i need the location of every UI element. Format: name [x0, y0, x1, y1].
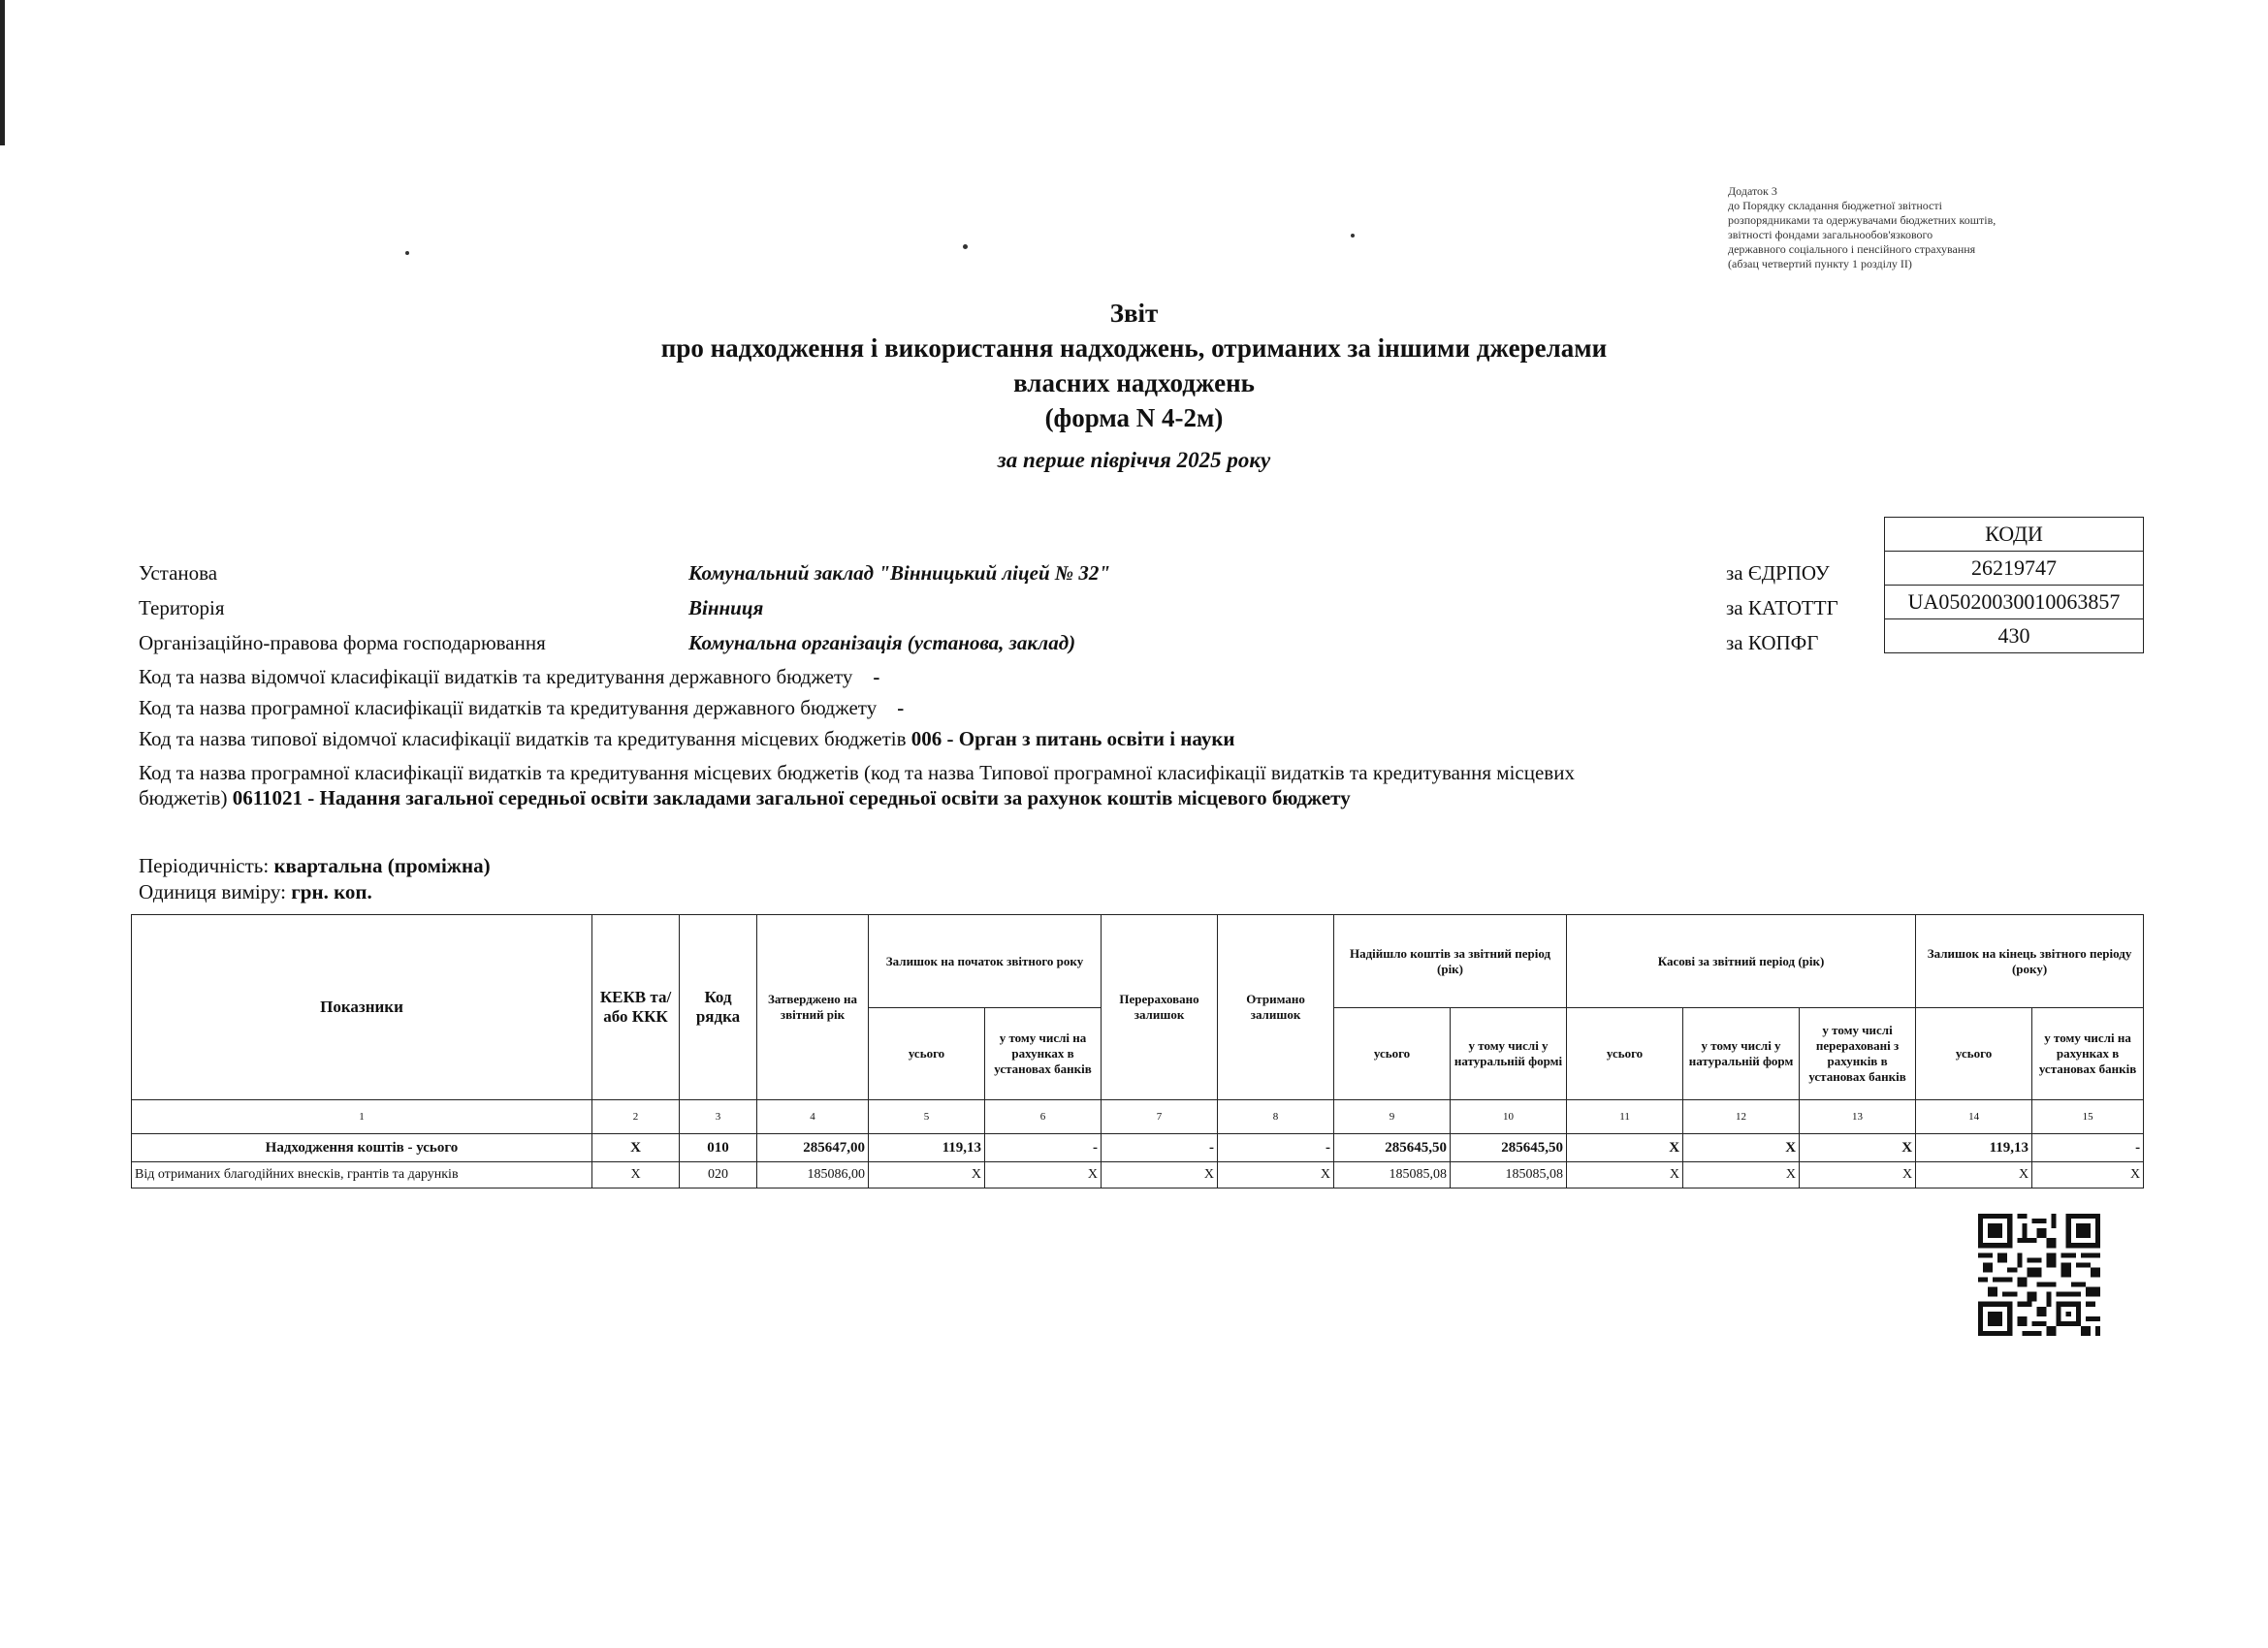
report-title: [0, 296, 2268, 476]
col-number: 11: [1567, 1100, 1683, 1134]
unit-line: [139, 879, 1700, 904]
col-number: 15: [2032, 1100, 2144, 1134]
title-line-2: про надходження і використання надходжень, отриманих за іншими джерелами: [660, 333, 1608, 363]
table-cell: -: [1218, 1134, 1334, 1162]
annex-line: державного соціального і пенсійного страхування: [1728, 242, 1976, 256]
annex-line: до Порядку складання бюджетної звітності: [1728, 199, 1942, 212]
col-approved: Затверджено на звітний рік: [757, 915, 869, 1100]
edrpou-code: 26219747: [1885, 552, 2144, 586]
org-form-row: [139, 631, 1690, 658]
annex-line: Додаток 3: [1728, 184, 1777, 198]
local-label: Код та назва програмної класифікації видатків та кредитування місцевих бюджетів (код та назва Типової програмної класифікації видатків та кредитування місцевих бюджетів): [139, 761, 1575, 809]
column-number-row: [132, 1100, 2144, 1134]
table-cell: Х: [1567, 1162, 1683, 1188]
territory-label: Територія: [139, 596, 225, 619]
table-cell: Х: [1683, 1134, 1800, 1162]
report-table: [131, 914, 2144, 1188]
col-cash-in-kind: у тому числі у натуральній форм: [1683, 1008, 1800, 1100]
col-cash-total: усього: [1567, 1008, 1683, 1100]
unit-label: Одиниця виміру:: [139, 880, 286, 903]
org-form-label: Організаційно-правова форма господарювання: [139, 631, 546, 654]
scan-edge-mark: [0, 0, 5, 145]
org-form-value: Комунальна організація (установа, заклад): [688, 631, 1076, 654]
qr-code-icon: [1978, 1214, 2100, 1336]
table-cell: -: [1102, 1134, 1218, 1162]
katottg-label: за КАТОТТГ: [1726, 596, 1838, 619]
table-cell: 285645,50: [1334, 1134, 1451, 1162]
vedomch-value: -: [873, 665, 880, 688]
col-number: 4: [757, 1100, 869, 1134]
col-number: 5: [869, 1100, 985, 1134]
table-cell: 185086,00: [757, 1162, 869, 1188]
col-balance-start-total: усього: [869, 1008, 985, 1100]
col-balance-end-banks: у тому числі на рахунках в установах банків: [2032, 1008, 2144, 1100]
prog-value: -: [897, 696, 905, 719]
table-cell: Х: [1800, 1134, 1916, 1162]
table-cell: Х: [1683, 1162, 1800, 1188]
table-cell: Х: [592, 1134, 680, 1162]
typ-value: 006 - Орган з питань освіти і науки: [910, 727, 1235, 750]
periodicity-line: [139, 853, 1700, 878]
prog-line: [139, 695, 1700, 720]
scan-speck: [405, 251, 409, 255]
col-number: 8: [1218, 1100, 1334, 1134]
vedomch-line: [139, 664, 1700, 689]
col-cash: Касові за звітний період (рік): [1567, 915, 1916, 1008]
table-cell: Х: [1916, 1162, 2032, 1188]
col-number: 2: [592, 1100, 680, 1134]
col-number: 6: [985, 1100, 1102, 1134]
title-line-4: (форма N 4-2м): [1044, 403, 1224, 432]
table-cell: Х: [1102, 1162, 1218, 1188]
table-cell: 185085,08: [1334, 1162, 1451, 1188]
table-cell: 010: [680, 1134, 757, 1162]
unit-value: грн. коп.: [291, 880, 372, 903]
col-balance-start: Залишок на початок звітного року: [869, 915, 1102, 1008]
table-cell: 285645,50: [1451, 1134, 1567, 1162]
table-cell: Надходження коштів - усього: [132, 1134, 592, 1162]
col-number: 7: [1102, 1100, 1218, 1134]
local-value: 0611021 - Надання загальної середньої освіти закладами загальної середньої освіти за рахунок коштів місцевого бюджету: [232, 786, 1351, 809]
typ-line: [139, 726, 1700, 751]
table-cell: Х: [592, 1162, 680, 1188]
codes-header: КОДИ: [1885, 518, 2144, 552]
table-cell: -: [985, 1134, 1102, 1162]
table-cell: Х: [1218, 1162, 1334, 1188]
col-income-in-kind: у тому числі у натуральній формі: [1451, 1008, 1567, 1100]
edrpou-label: за ЄДРПОУ: [1726, 561, 1830, 585]
col-indicators: Показники: [132, 915, 592, 1100]
typ-label: Код та назва типової відомчої класифікації видатків та кредитування місцевих бюджетів: [139, 727, 907, 750]
scan-speck: [963, 244, 968, 249]
table-row: [132, 1134, 2144, 1162]
annex-line: розпорядниками та одержувачами бюджетних коштів,: [1728, 213, 1996, 227]
table-cell: -: [2032, 1134, 2144, 1162]
table-cell: Х: [1567, 1134, 1683, 1162]
col-balance-start-banks: у тому числі на рахунках в установах банків: [985, 1008, 1102, 1100]
col-number: 12: [1683, 1100, 1800, 1134]
table-cell: 119,13: [1916, 1134, 2032, 1162]
table-row: [132, 1162, 2144, 1188]
title-line-1: Звіт: [1109, 299, 1159, 328]
col-balance-end-total: усього: [1916, 1008, 2032, 1100]
katottg-code: UA05020030010063857: [1885, 586, 2144, 619]
prog-label: Код та назва програмної класифікації видатків та кредитування державного бюджету: [139, 696, 878, 719]
annex-line: (абзац четвертий пункту 1 розділу II): [1728, 257, 1912, 270]
col-income-total: усього: [1334, 1008, 1451, 1100]
institution-label: Установа: [139, 561, 218, 585]
col-received: Отримано залишок: [1218, 915, 1334, 1100]
table-cell: Х: [869, 1162, 985, 1188]
kopfg-label: за КОПФГ: [1726, 631, 1819, 654]
periodicity-value: квартальна (проміжна): [273, 854, 491, 877]
institution-value: Комунальний заклад "Вінницький ліцей № 32": [688, 561, 1111, 585]
table-cell: Х: [2032, 1162, 2144, 1188]
col-number: 13: [1800, 1100, 1916, 1134]
kopfg-code: 430: [1885, 619, 2144, 653]
title-line-3: власних надходжень: [1013, 368, 1255, 397]
col-kekv: КЕКВ та/або ККК: [592, 915, 680, 1100]
report-period: за перше півріччя 2025 року: [997, 448, 1271, 472]
vedomch-label: Код та назва відомчої класифікації видатків та кредитування державного бюджету: [139, 665, 853, 688]
table-cell: Х: [985, 1162, 1102, 1188]
table-cell: Х: [1800, 1162, 1916, 1188]
local-line: [139, 760, 1700, 810]
col-number: 14: [1916, 1100, 2032, 1134]
table-cell: 020: [680, 1162, 757, 1188]
table-cell: 119,13: [869, 1134, 985, 1162]
col-number: 1: [132, 1100, 592, 1134]
scan-speck: [1351, 234, 1355, 238]
table-cell: Від отриманих благодійних внесків, грантів та дарунків: [132, 1162, 592, 1188]
codes-table: [1884, 517, 2144, 653]
col-number: 3: [680, 1100, 757, 1134]
col-income: Надійшло коштів за звітний період (рік): [1334, 915, 1567, 1008]
territory-row: [139, 596, 1690, 623]
col-number: 10: [1451, 1100, 1567, 1134]
col-number: 9: [1334, 1100, 1451, 1134]
col-transferred: Перераховано залишок: [1102, 915, 1218, 1100]
table-cell: 285647,00: [757, 1134, 869, 1162]
annex-line: звітності фондами загальнообов'язкового: [1728, 228, 1933, 241]
col-cash-transferred-banks: у тому числі перераховані з рахунків в установах банків: [1800, 1008, 1916, 1100]
col-row-code: Код рядка: [680, 915, 757, 1100]
annex-note: [1728, 184, 2135, 271]
institution-row: [139, 561, 1690, 588]
territory-value: Вінниця: [688, 596, 764, 619]
periodicity-label: Періодичність:: [139, 854, 270, 877]
col-balance-end: Залишок на кінець звітного періоду (року): [1916, 915, 2144, 1008]
table-cell: 185085,08: [1451, 1162, 1567, 1188]
